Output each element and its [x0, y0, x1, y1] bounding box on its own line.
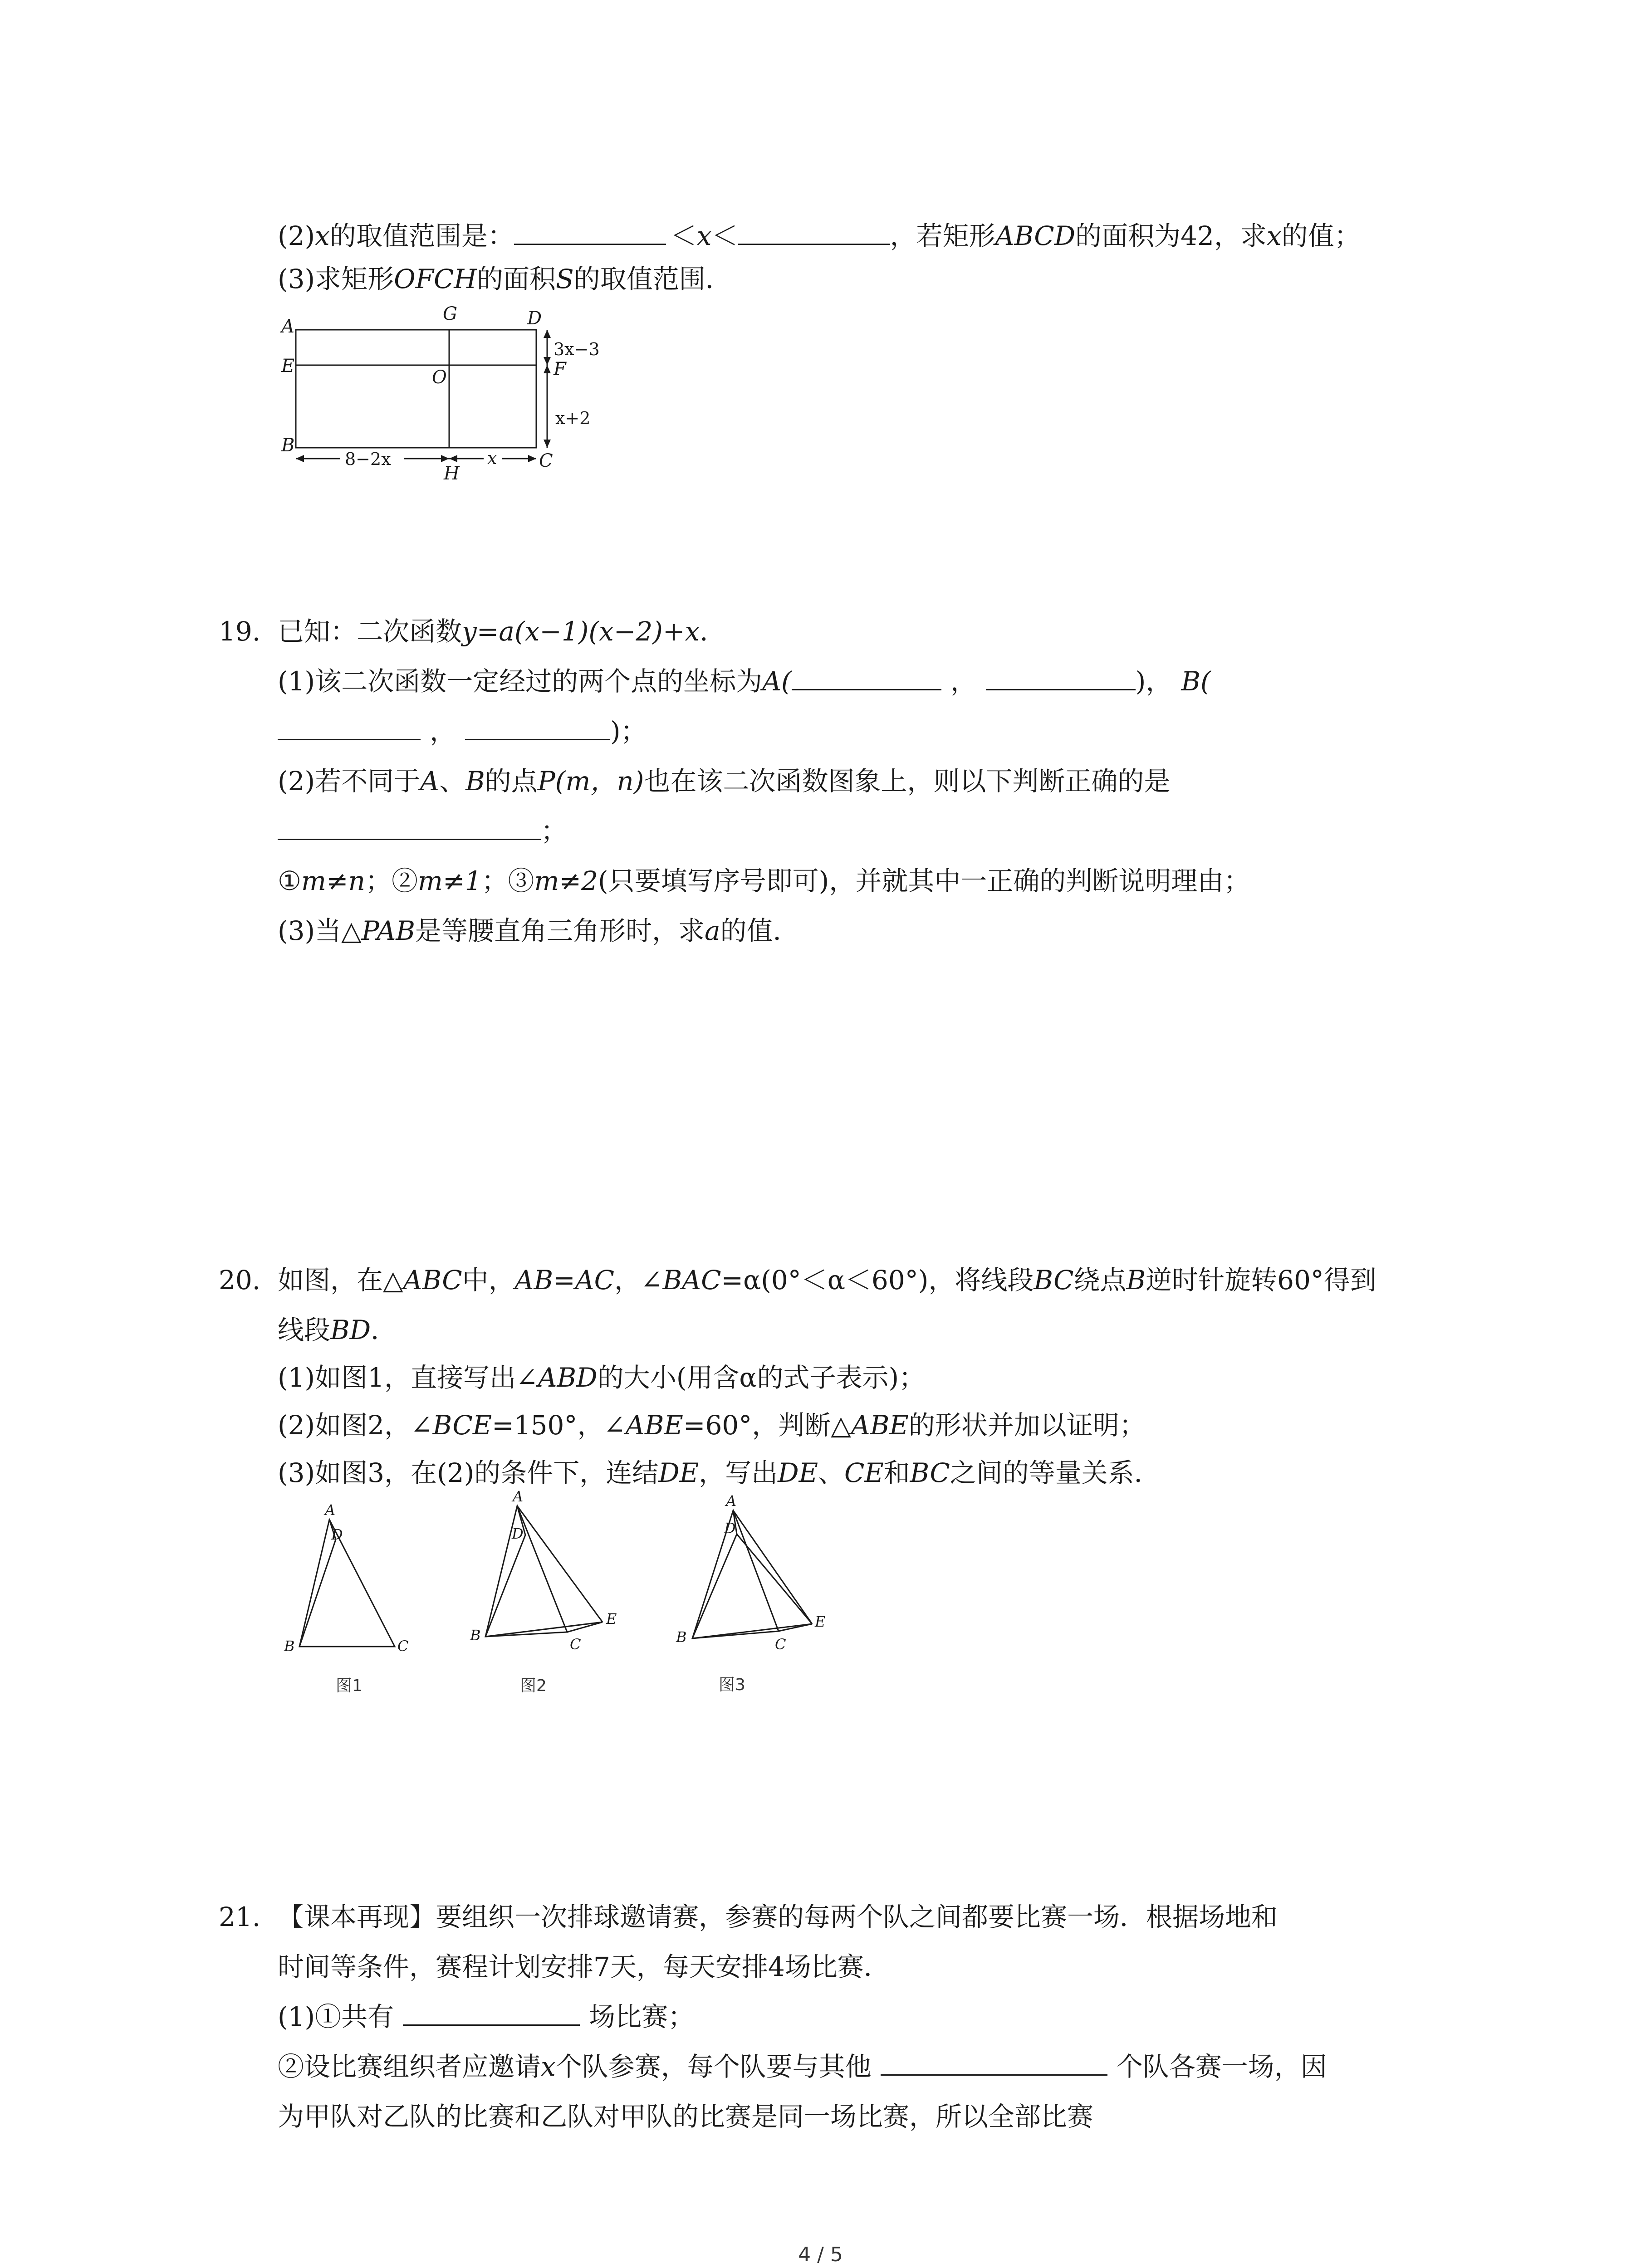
q19-part3: [278, 913, 799, 949]
q18-part2-prefix: (2): [278, 220, 315, 251]
q19-sep: 、: [439, 766, 466, 797]
q18-label-e: E: [281, 356, 295, 376]
q20-triangle-abc: ABC: [403, 1265, 462, 1295]
q18-part3-text2: 的取值范围．: [573, 264, 732, 294]
q19-part2c-rest: (只要填写序号即可)，并就其中一正确的判断说明理由；: [598, 865, 1250, 896]
q21-number: 21.: [219, 1901, 261, 1932]
q18-dim-bottom-right: x: [487, 448, 497, 468]
q18-part2-text1: 的取值范围是：: [329, 220, 514, 251]
q18-part3: [278, 261, 732, 297]
q18-rectangle-figure: [272, 302, 617, 483]
fig1-label-c: C: [397, 1637, 409, 1655]
q20-part2: [278, 1407, 1146, 1443]
fig2-label-a: A: [513, 1488, 524, 1505]
q19-stem: [278, 613, 726, 650]
q21-x: x: [541, 2051, 556, 2082]
q18-label-a: A: [281, 316, 294, 337]
fig1-label-a: A: [325, 1501, 336, 1519]
answer-blank[interactable]: [278, 714, 421, 740]
q20-bc: BC: [910, 1457, 950, 1488]
q21-part1-text2: 场比赛；: [589, 2001, 695, 2032]
q20-stem-text5: 绕点: [1073, 1265, 1127, 1295]
q19-triangle: PAB: [361, 915, 415, 946]
fig1-label-d: D: [331, 1526, 343, 1543]
q18-label-d: D: [527, 308, 542, 329]
q19-end: ；: [541, 816, 568, 846]
q19-stem-text1: 已知：二次函数: [278, 616, 462, 647]
fig1-caption: 图1: [336, 1677, 362, 1695]
q18-dim-bottom-left: 8−2x: [345, 449, 391, 469]
q19-semicolon: ；: [365, 865, 392, 896]
q18-x: x: [696, 220, 712, 251]
answer-blank[interactable]: [986, 664, 1136, 690]
fig1-label-b: B: [284, 1637, 295, 1655]
q18-label-b: B: [281, 435, 295, 456]
q21-part1b-text1: ②设比赛组织者应邀请: [278, 2051, 541, 2082]
page-number: 4 / 5: [798, 2243, 843, 2266]
q20-triangle-abe: ABE: [851, 1410, 909, 1441]
q19-close: )；: [610, 716, 647, 747]
q20-stem2: [278, 1312, 397, 1348]
q20-angle-bce: BCE: [432, 1410, 492, 1441]
q19-formula: y=a(x−1)(x−2)+x: [462, 616, 700, 647]
fig3-caption: 图3: [719, 1676, 745, 1694]
q19-point-a: A(: [762, 666, 792, 697]
q20-angle-bac: BAC: [662, 1265, 721, 1295]
q20-b: B: [1126, 1265, 1146, 1295]
q18-part2-text2: ，若矩形: [890, 220, 995, 251]
q19-judgement-3: m≠2: [534, 865, 598, 896]
q19-part2: [278, 763, 1170, 799]
q20-bd: BD: [330, 1315, 371, 1345]
q19-judgement-1: m≠n: [301, 865, 365, 896]
q19-part2-text2: 的点: [485, 766, 538, 797]
answer-blank[interactable]: [403, 1999, 580, 2026]
q18-label-c: C: [539, 450, 553, 471]
q20-part3: [278, 1455, 1161, 1491]
q18-part2: [278, 218, 1361, 254]
fig3-label-c: C: [775, 1636, 786, 1653]
q18-dim-right: x+2: [555, 408, 591, 428]
q20-part2-text3: =60°，判断△: [683, 1410, 851, 1441]
fig3-label-a: A: [726, 1492, 737, 1510]
q20-part3-text1: (3)如图3，在(2)的条件下，连结: [278, 1457, 659, 1488]
q20-angle-abd: ABD: [538, 1362, 598, 1393]
q20-stem-text1: 如图，在△: [278, 1265, 403, 1295]
q20-stem-text2: 中，: [462, 1265, 515, 1295]
q20-ce: CE: [844, 1457, 884, 1488]
q19-judgement-2: m≠1: [417, 865, 482, 896]
q19-part1-text1: (1)该二次函数一定经过的两个点的坐标为: [278, 666, 763, 697]
q18-part2-text4: 的值；: [1281, 220, 1361, 251]
q20-sep: 、: [818, 1457, 844, 1488]
q20-figure-3: [653, 1492, 844, 1715]
q18-part2-text3: 的面积为42，求: [1075, 220, 1267, 251]
q20-eq: AB=AC: [514, 1265, 614, 1295]
q19-part3-text1: (3)当△: [278, 915, 362, 946]
q21-stem2-text1: 时间等条件，赛程计划安排7天，每天安排4场比赛．: [278, 1951, 890, 1982]
q20-de: DE: [778, 1457, 818, 1488]
q19-comma: ，: [430, 716, 456, 747]
q20-part2-text4: 的形状并加以证明；: [908, 1410, 1146, 1441]
q20-stem-text3: ，∠: [614, 1265, 663, 1295]
q20-part3-text3: 和: [883, 1457, 910, 1488]
q20-stem-text6: 逆时针旋转60°得到: [1146, 1265, 1376, 1295]
q20-figure-1: [272, 1501, 422, 1715]
q20-part2-text2: =150°，∠: [492, 1410, 626, 1441]
q20-part1-text2: 的大小(用含α的式子表示)；: [597, 1362, 926, 1393]
q19-b: B: [465, 766, 485, 797]
q19-semicolon: ；: [481, 865, 508, 896]
fig3-label-b: B: [676, 1628, 687, 1646]
q18-rect-abcd: ABCD: [995, 220, 1076, 251]
q21-stem-text1: 【课本再现】要组织一次排球邀请赛，参赛的每两个队之间都要比赛一场．根据场地和: [278, 1901, 1278, 1932]
q20-part1-text1: (1)如图1，直接写出∠: [278, 1362, 538, 1393]
q19-point-b: B(: [1181, 666, 1211, 697]
q18-label-g: G: [443, 303, 457, 324]
q21-part1c-text1: 为甲队对乙队的比赛和乙队对甲队的比赛是同一场比赛，所以全部比赛: [278, 2101, 1094, 2132]
q18-dim-top: 3x−3: [554, 339, 600, 359]
q19-part1: [278, 663, 1211, 699]
q19-part2-text1: (2)若不同于: [278, 766, 421, 797]
answer-blank[interactable]: [792, 664, 941, 690]
fig3-label-e: E: [815, 1613, 826, 1630]
q18-part3-text1: 的面积: [476, 264, 556, 294]
fig2-caption: 图2: [520, 1677, 547, 1695]
q21-part1c: [278, 2098, 1093, 2135]
q20-stem: [278, 1262, 1376, 1298]
q21-part1b: [278, 2048, 1327, 2085]
q18-lt1: ＜: [670, 220, 697, 251]
q21-stem2: [278, 1949, 890, 1985]
q20-part3-text4: 之间的等量关系．: [950, 1457, 1161, 1488]
q18-lt2: ＜: [711, 220, 738, 251]
q20-part3-text2: ，写出: [699, 1457, 778, 1488]
q19-point-p: P(m，n): [537, 766, 644, 797]
q18-x: x: [315, 220, 330, 251]
q19-circle-2: ②: [391, 865, 418, 896]
fig2-label-c: C: [570, 1636, 581, 1653]
q19-part3-text2: 是等腰直角三角形时，求: [415, 915, 705, 946]
q19-part2-text3: 也在该二次函数图象上，则以下判断正确的是: [644, 766, 1171, 797]
q20-part2-text1: (2)如图2，∠: [278, 1410, 433, 1441]
q21-part1b-text3: 个队各赛一场，因: [1116, 2051, 1327, 2082]
fig2-label-d: D: [512, 1525, 524, 1542]
q19-a: A: [420, 766, 440, 797]
q18-part3-prefix: (3)求矩形: [278, 264, 394, 294]
fig2-label-e: E: [606, 1610, 617, 1628]
q18-label-o: O: [432, 367, 447, 388]
q19-part3-text3: 的值．: [720, 915, 799, 946]
q21-part1-text1: (1)①共有: [278, 2001, 394, 2032]
q19-part1b: [278, 713, 647, 749]
q19-number: 19.: [219, 616, 261, 647]
q20-stem-text4: =α(0°＜α＜60°)，将线段: [721, 1265, 1034, 1295]
q19-part2c: [278, 863, 1250, 899]
fig2-label-b: B: [470, 1627, 481, 1644]
q20-part1: [278, 1359, 925, 1396]
answer-blank[interactable]: [514, 218, 666, 245]
answer-blank[interactable]: [278, 813, 541, 840]
q19-circle-3: ③: [508, 865, 534, 896]
q21-stem: [278, 1899, 1278, 1935]
q20-stem2-text1: 线段: [278, 1315, 331, 1345]
q19-close: )，: [1135, 666, 1172, 697]
q18-rect-ofch: OFCH: [394, 264, 477, 294]
answer-blank[interactable]: [465, 714, 610, 740]
q20-stem2-text2: ．: [371, 1315, 397, 1345]
q19-part2b: [278, 813, 567, 849]
q20-angle-abe: ABE: [626, 1410, 683, 1441]
q18-s: S: [555, 264, 574, 294]
q21-part1: [278, 1999, 694, 2035]
q18-label-f: F: [554, 359, 566, 380]
q18-label-h: H: [444, 463, 460, 483]
q19-a-var: a: [705, 915, 720, 946]
fig3-label-d: D: [724, 1520, 736, 1537]
q20-de: DE: [658, 1457, 699, 1488]
q20-number: 20.: [219, 1265, 261, 1295]
answer-blank[interactable]: [881, 2049, 1107, 2076]
q19-stem-text2: ．: [700, 616, 726, 647]
q18-x: x: [1266, 220, 1282, 251]
q19-circle-1: ①: [278, 865, 301, 896]
q20-bc: BC: [1034, 1265, 1074, 1295]
q21-part1b-text2: 个队参赛，每个队要与其他: [555, 2051, 872, 2082]
q20-figure-2: [458, 1488, 649, 1715]
q19-comma: ，: [950, 666, 977, 697]
answer-blank[interactable]: [738, 218, 890, 245]
